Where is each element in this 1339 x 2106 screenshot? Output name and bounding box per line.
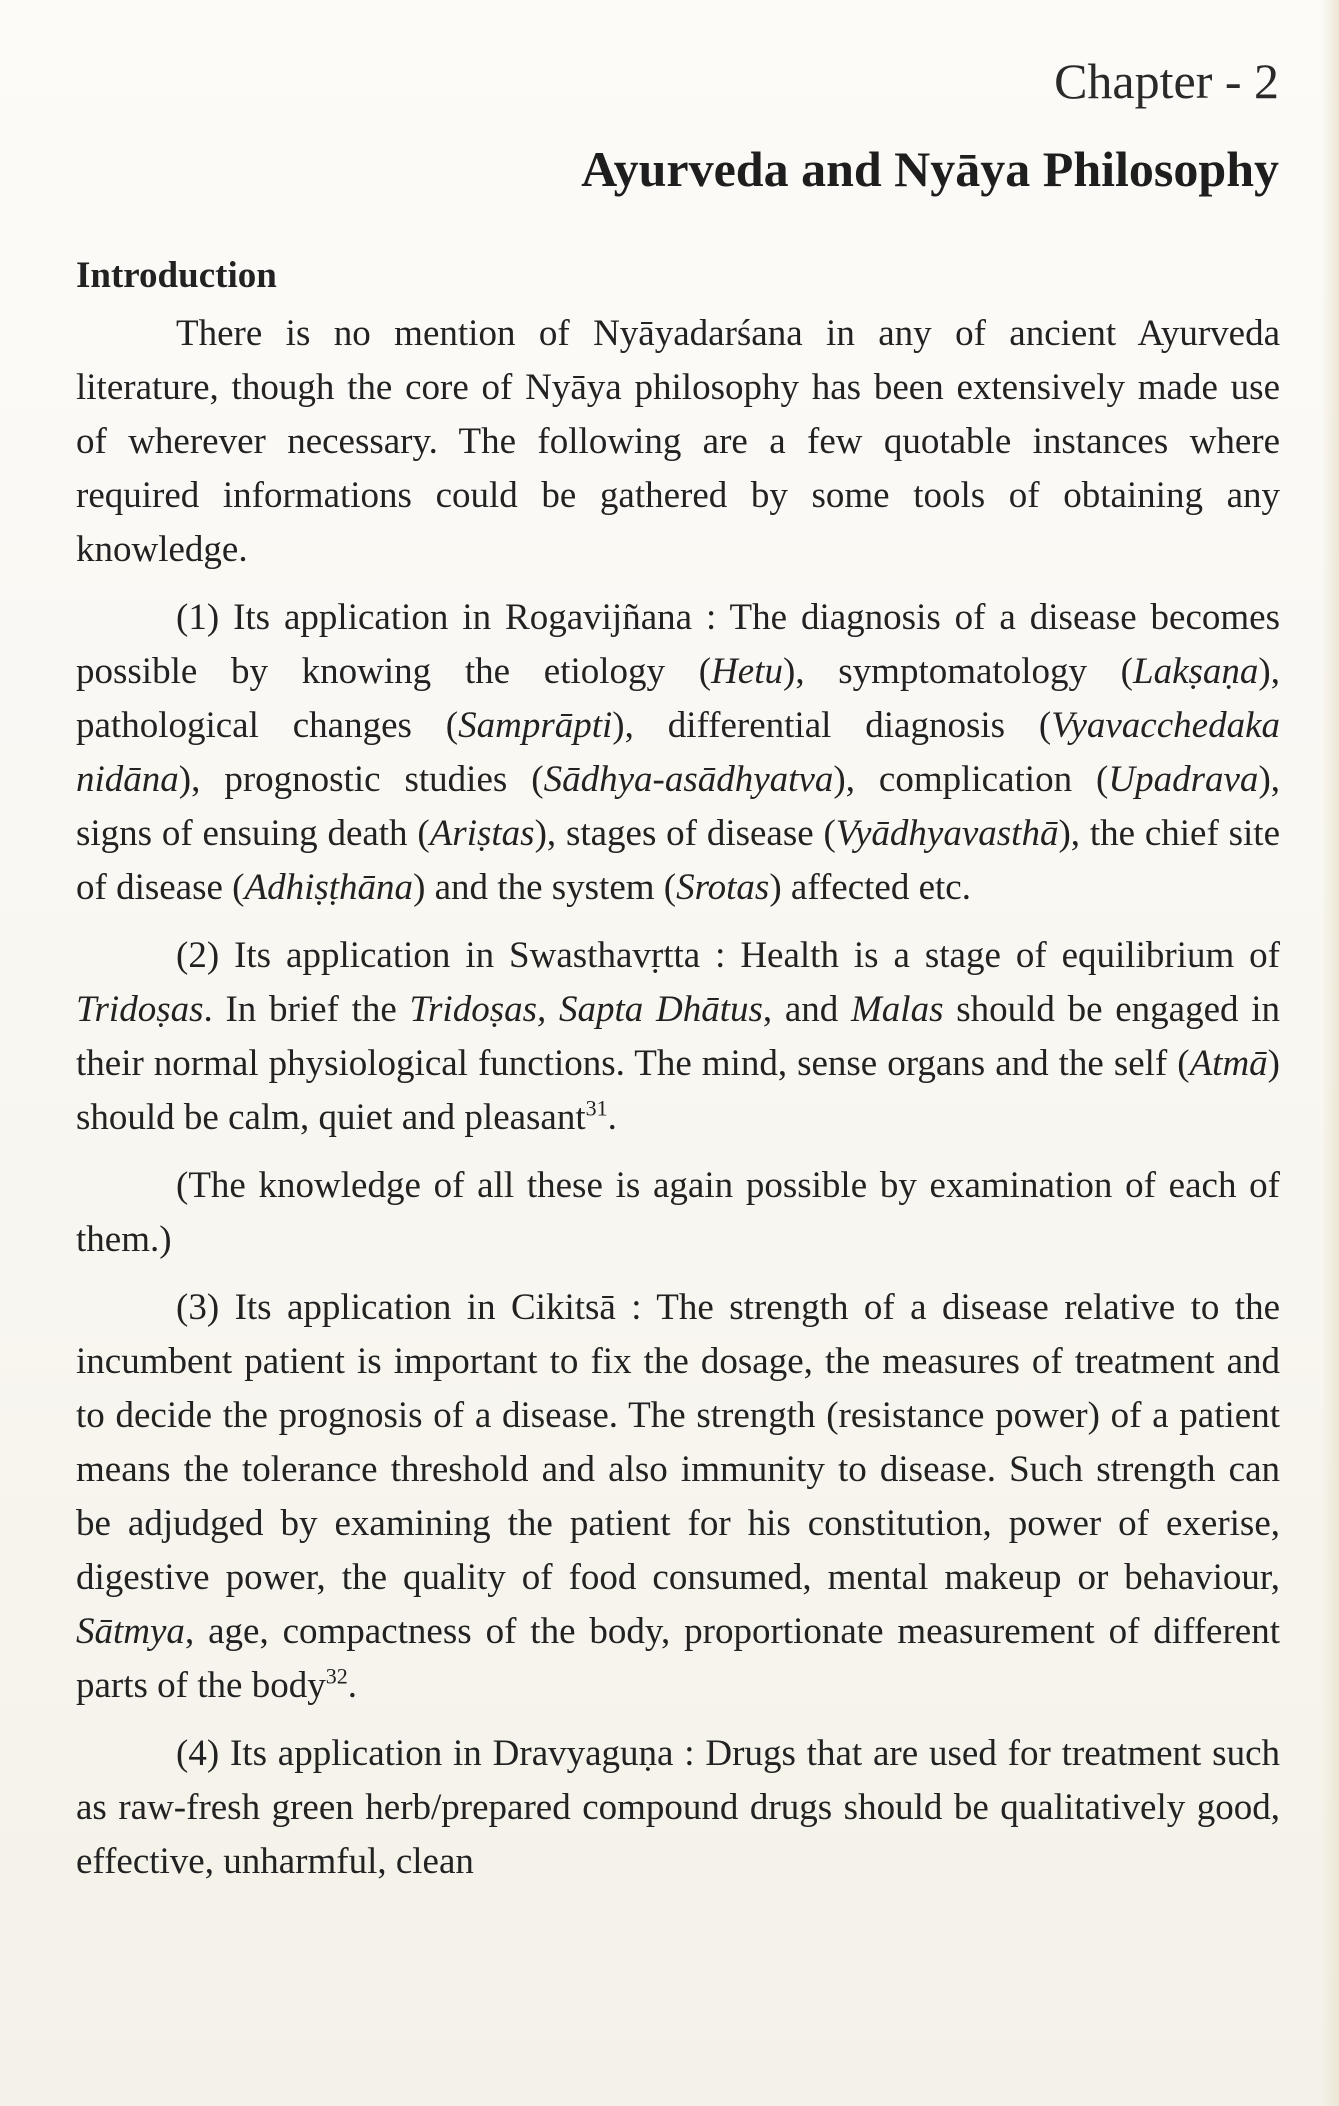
paragraph-rogavijnana: (1) Its application in Rogavijñana : The diagnosis of a disease becomes possible by knowing the etiology (Hetu), symptomatology (Lakṣaṇa), pathological changes (Samprāpti), differential diagnosis (Vyavacchedaka nidāna), prognostic studies (Sādhya-asādhyatva), complication (Upadrava), signs of ensuing death (Ariṣtas), stages of disease (Vyādhyavasthā), the chief site of disease (Adhiṣṭhāna) and the system (Srotas) affected etc. [76, 597, 1281, 908]
footnote-ref-32: 32 [325, 1663, 348, 1689]
paragraph-intro: There is no mention of Nyāyadarśana in any of ancient Ayurveda literature, though the core of Nyāya philosophy has been extensively made use of wherever necessary. The following are a few quotable instances where required informations could be gathered by some tools of obtaining any knowledge. [76, 313, 1280, 570]
chapter-label: Chapter - 2 [1054, 53, 1279, 109]
section-heading: Introduction [76, 255, 277, 296]
paragraph-cikitsa: (3) Its application in Cikitsā : The strength of a disease relative to the incumbent patient is important to fix the dosage, the measures of treatment and to decide the prognosis of a disease. The strength (resistance power) of a patient means the tolerance threshold and also immunity to disease. Such strength can be adjudged by examining the patient for his constitution, power of exerise, digestive power, the quality of food consumed, mental makeup or behaviour, Sātmya, age, compactness of the body, proportionate measurement of different parts of the body$^{32}$. [76, 1287, 1280, 1706]
paragraph-knowledge-note: (The knowledge of all these is again possible by examination of each of them.) [76, 1165, 1280, 1260]
paragraph-swasthavrtta: (2) Its application in Swasthavṛtta : Health is a stage of equilibrium of Tridoṣas. In brief the Tridoṣas, Sapta Dhātus, and Malas should be engaged in their normal physiological functions. The mind, sense organs and the self (Atmā) should be calm, quiet and pleasant$^{31}$. [76, 935, 1280, 1138]
paragraph-dravyaguna: (4) Its application in Dravyaguṇa : Drugs that are used for treatment such as raw-fresh green herb/prepared compound drugs should be qualitatively good, effective, unharmful, clean [76, 1733, 1280, 1882]
footnote-ref-31: 31 [585, 1095, 608, 1121]
page-body [76, 240, 1280, 1903]
page-edge-shadow [1321, 0, 1339, 2106]
chapter-title: Ayurveda and Nyāya Philosophy [581, 141, 1279, 197]
